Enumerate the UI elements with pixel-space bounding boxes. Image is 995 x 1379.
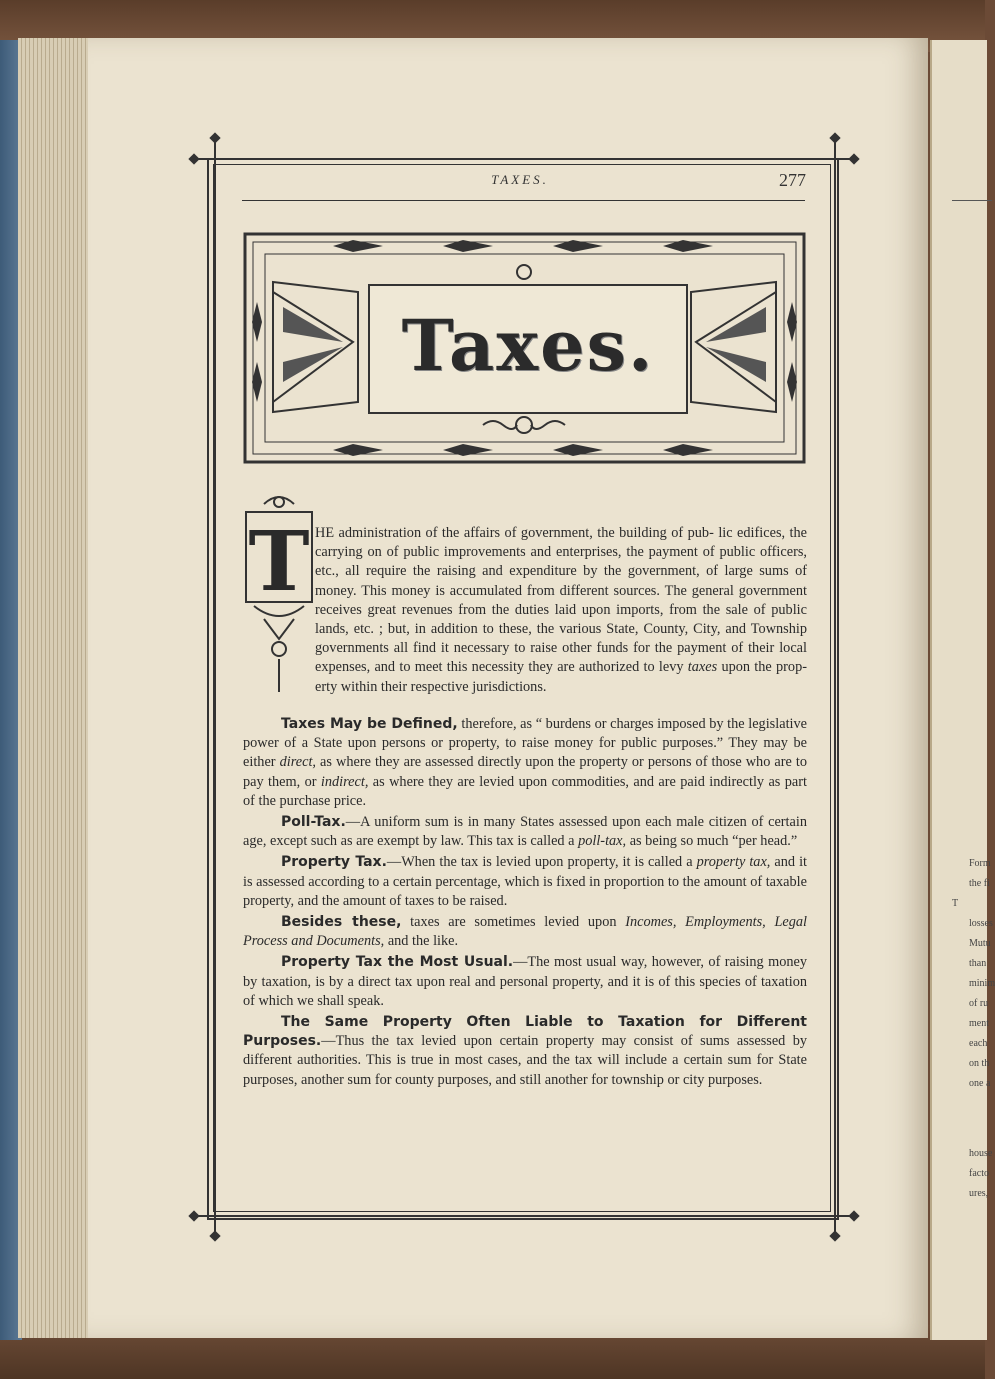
emphasis: direct, xyxy=(279,754,316,771)
paragraph-text: as where they are levied upon commodities, and are paid indirectly as part of the purchase price. xyxy=(243,773,807,809)
emphasis: property tax, xyxy=(696,854,771,871)
border-extension-top xyxy=(193,158,855,160)
border-extension-left xyxy=(214,138,216,1238)
paragraph-besides xyxy=(243,913,807,951)
paragraph-text: therefore, as “ burdens or charges imposed by the legislative power of a State upon persons or property, to raise money for public purposes.” They may be either xyxy=(243,716,808,771)
adjacent-fragment: each xyxy=(969,1038,988,1049)
title-box xyxy=(368,284,688,414)
emphasis: taxes xyxy=(687,659,718,676)
adjacent-fragment: losses xyxy=(969,918,993,929)
lead-text: lic edifices, the carrying on of public improvements and enterprises, the payment of public officers, etc., all require the raising and expenditure by the government, of large sums of money. This money is accumulated from different sources. The general government receives great revenues from the duties laid upon imports, from the sale of public lands, etc. ; but, in addition to these, the various State, County, City, and Township governments all find it necessary to raise other funds for the payment of their local expenses, and to meet this necessity they are authorized to levy xyxy=(315,525,808,676)
adjacent-fragment: than xyxy=(969,958,987,969)
paragraph-text: and it is assessed according to a certain percentage, which is fixed in proportion to the amount of taxable property, and the amount of taxes to be raised. xyxy=(243,854,808,909)
adjacent-fragment: of ru xyxy=(969,998,989,1009)
adjacent-fragment: ment xyxy=(969,1018,989,1029)
adjacent-fragment: Mutu xyxy=(969,938,991,949)
adjacent-fragment: facto xyxy=(969,1168,989,1179)
paragraph-text: —A uniform sum is in many States assessed upon each male citizen of certain age, except such as are exempt by law. This tax is called a xyxy=(243,814,807,850)
paragraph-text: —When the tax is levied upon property, it is called a xyxy=(386,854,693,871)
paragraph-heading: Besides these, xyxy=(281,914,402,931)
drop-cap xyxy=(244,494,314,694)
paragraph-text: and the like. xyxy=(387,933,459,950)
header-rule xyxy=(242,200,805,201)
paragraph-heading: Property Tax. xyxy=(281,854,387,871)
lead-paragraph xyxy=(315,524,807,699)
emphasis: indirect, xyxy=(320,773,369,790)
paragraph-most-usual xyxy=(243,953,807,1011)
adjacent-fragment: the fi xyxy=(969,878,990,889)
paragraph-text: as where they are assessed directly upon the property or persons of those who are to pay them, or xyxy=(243,754,807,790)
paragraph-property-tax xyxy=(243,853,807,911)
paragraph-poll-tax xyxy=(243,813,807,851)
adjacent-fragment: house xyxy=(969,1148,993,1159)
drop-cap-letter: T xyxy=(248,514,310,610)
paragraph-text: as being so much “per head.” xyxy=(629,833,798,850)
adjacent-fragment: minim xyxy=(969,978,995,989)
paragraph-text: —Thus the tax levied upon certain property may consist of sums assessed by different authorities. This is true in most cases, and the tax will include a certain sum for State purposes, another sum for county purposes, and still another for township or city purposes. xyxy=(243,1033,807,1088)
paragraph-text: taxes are sometimes levied upon xyxy=(410,914,617,931)
paragraph-heading: Poll-Tax. xyxy=(281,814,346,831)
adjacent-fragment: one a xyxy=(969,1078,991,1089)
border-extension-right xyxy=(834,138,836,1238)
adjacent-fragment: Form xyxy=(969,858,991,869)
adjacent-page xyxy=(930,40,995,1340)
adjacent-fragment: T xyxy=(952,898,959,909)
paragraph-same-property xyxy=(243,1013,807,1090)
page-number: 277 xyxy=(779,170,806,190)
emphasis: poll-tax, xyxy=(578,833,627,850)
page-edges xyxy=(18,38,90,1338)
chapter-title: Taxes. xyxy=(401,304,655,387)
paragraph-heading: Taxes May be Defined, xyxy=(281,716,458,732)
border-extension-bottom xyxy=(193,1215,855,1217)
body-text xyxy=(243,715,807,1092)
emphasis: Incomes, Employments, Legal Process and Documents, xyxy=(243,914,808,950)
paragraph-defined xyxy=(243,715,807,811)
paragraph-heading: The Same Property Often Liable to Taxation for Different Purposes. xyxy=(243,1014,807,1050)
adjacent-fragment: ures, xyxy=(969,1188,989,1199)
paragraph-heading: Property Tax the Most Usual. xyxy=(281,954,514,971)
paragraph-text: —The most usual way, however, of raising money by taxation, is by a direct tax upon real and personal property, and it is of this species of taxation of which we shall speak. xyxy=(243,954,808,1009)
drop-cap-ornament xyxy=(244,494,314,694)
lead-first-line: HE administration of the affairs of government, the building of pub- xyxy=(315,525,714,541)
adjacent-page-rule xyxy=(952,200,992,201)
title-banner xyxy=(243,232,806,464)
running-head: TAXES. xyxy=(491,172,549,187)
adjacent-fragment: on th xyxy=(969,1058,990,1069)
lead-text-tail: upon the property within their respective jurisdictions. xyxy=(315,659,807,695)
